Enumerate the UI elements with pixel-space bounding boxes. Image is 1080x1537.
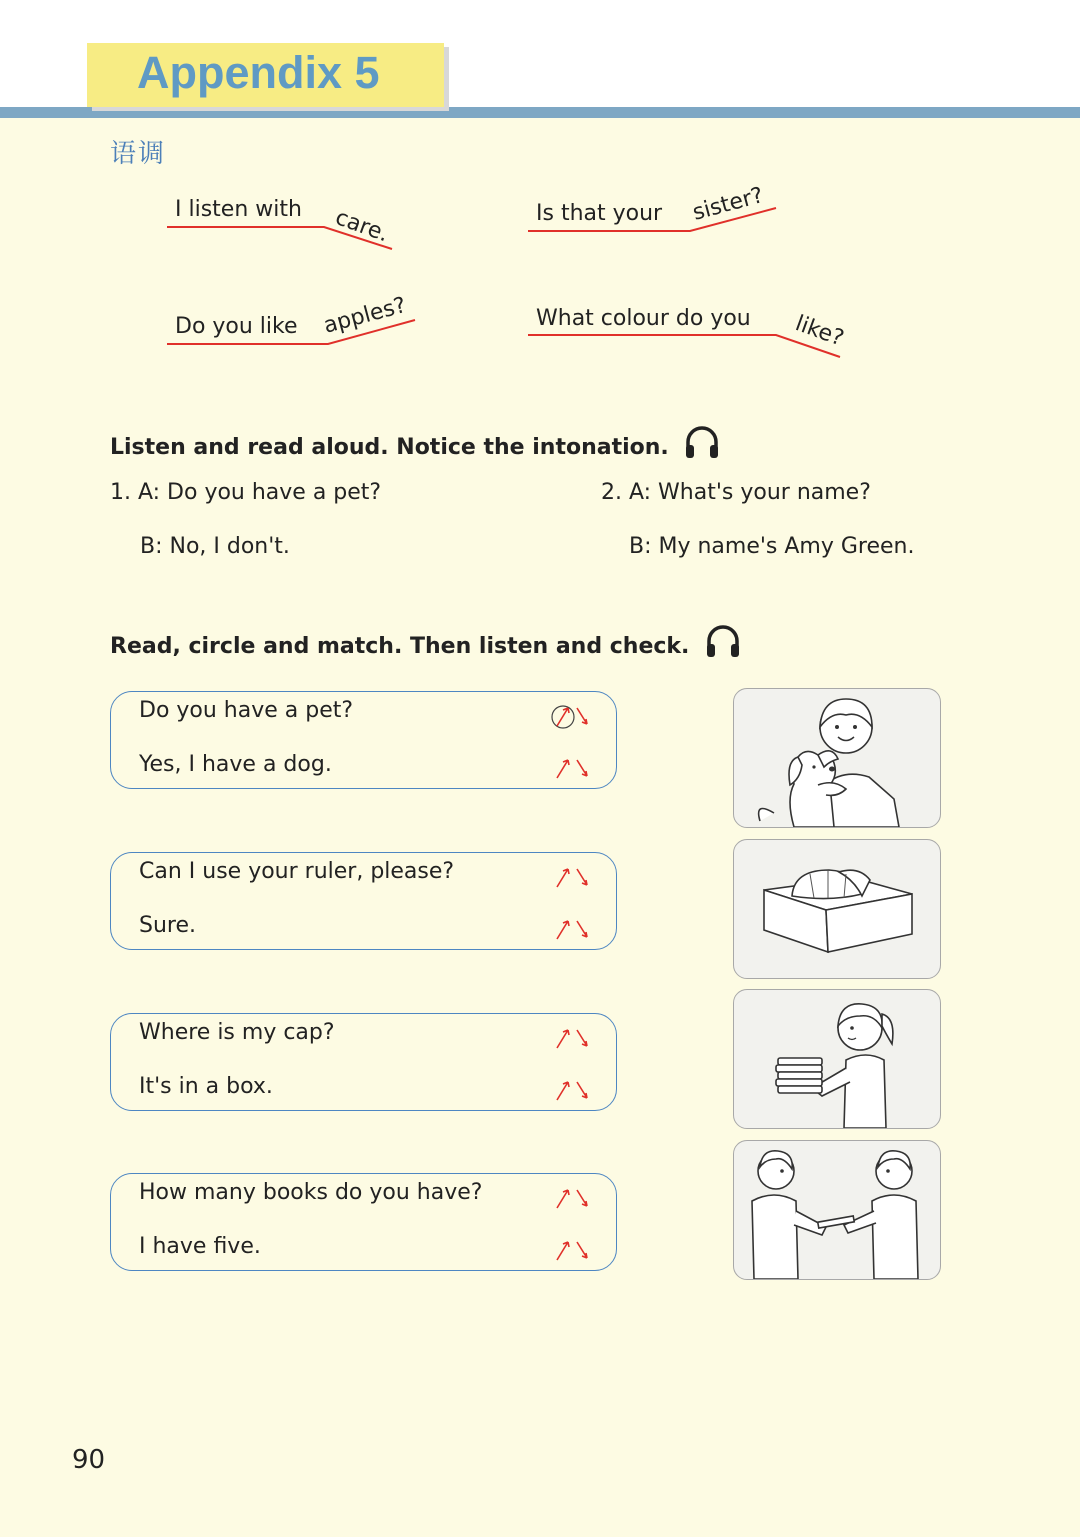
exercise2-instruction [110, 621, 743, 661]
dialogue-bubble-3 [110, 1013, 617, 1111]
picture-girl-hugging-dog[interactable] [733, 688, 941, 828]
rise-fall-arrows-icon[interactable] [551, 702, 591, 730]
intonation-example-1 [167, 197, 392, 249]
exercise2-instruction-text: Read, circle and match. Then listen and check. [110, 634, 690, 659]
intonation-lead: Is that your [536, 201, 663, 226]
intonation-lead: What colour do you [536, 306, 751, 331]
headphones-icon[interactable] [682, 422, 722, 462]
answer-text: It's in a box. [139, 1074, 273, 1099]
dialogue-bubble-2 [110, 852, 617, 950]
rise-fall-arrows-icon[interactable] [551, 863, 591, 891]
dialogue-bubble-1 [110, 691, 617, 789]
question-text: Can I use your ruler, please? [139, 859, 455, 884]
intonation-example-4 [528, 306, 847, 357]
intonation-lead: I listen with [175, 197, 302, 222]
rise-fall-arrows-icon[interactable] [551, 1236, 591, 1264]
answer-text: I have five. [139, 1234, 261, 1259]
question-text: How many books do you have? [139, 1180, 483, 1205]
section-heading-intonation: 语调 [110, 139, 167, 169]
girl-hugging-dog-illustration [734, 689, 940, 827]
rise-fall-arrows-icon[interactable] [551, 1024, 591, 1052]
rise-fall-arrows-icon[interactable] [551, 915, 591, 943]
intonation-end: apples? [321, 292, 409, 339]
girl-holding-books-illustration [734, 990, 940, 1128]
page-number: 90 [72, 1445, 106, 1475]
intonation-end: care. [331, 205, 392, 248]
cap-in-box-illustration [734, 840, 940, 978]
exercise1-instruction [110, 422, 722, 462]
answer-text: Sure. [139, 913, 196, 938]
dialogue-2-b: B: My name's Amy Green. [629, 534, 915, 559]
rise-fall-arrows-icon[interactable] [551, 1184, 591, 1212]
picture-boys-passing-ruler[interactable] [733, 1140, 941, 1280]
intonation-examples [0, 0, 1080, 380]
picture-girl-holding-books[interactable] [733, 989, 941, 1129]
answer-text: Yes, I have a dog. [139, 752, 332, 777]
intonation-end: like? [791, 311, 847, 352]
intonation-end: sister? [690, 183, 767, 226]
dialogue-1-a: 1. A: Do you have a pet? [110, 480, 382, 505]
question-text: Where is my cap? [139, 1020, 335, 1045]
rise-fall-arrows-icon[interactable] [551, 1076, 591, 1104]
dialogue-2-a: 2. A: What's your name? [601, 480, 871, 505]
exercise1-instruction-text: Listen and read aloud. Notice the intonation. [110, 435, 669, 460]
dialogue-1-b: B: No, I don't. [140, 534, 290, 559]
headphones-icon[interactable] [703, 621, 743, 661]
dialogue-bubble-4 [110, 1173, 617, 1271]
falling-contour-line [528, 335, 840, 357]
page-title: Appendix 5 [137, 47, 380, 98]
question-text: Do you have a pet? [139, 698, 354, 723]
picture-cap-in-box[interactable] [733, 839, 941, 979]
boys-passing-ruler-illustration [734, 1141, 940, 1279]
intonation-example-3 [167, 293, 415, 344]
intonation-example-2 [528, 183, 776, 231]
rise-fall-arrows-icon[interactable] [551, 754, 591, 782]
intonation-lead: Do you like [175, 314, 298, 339]
